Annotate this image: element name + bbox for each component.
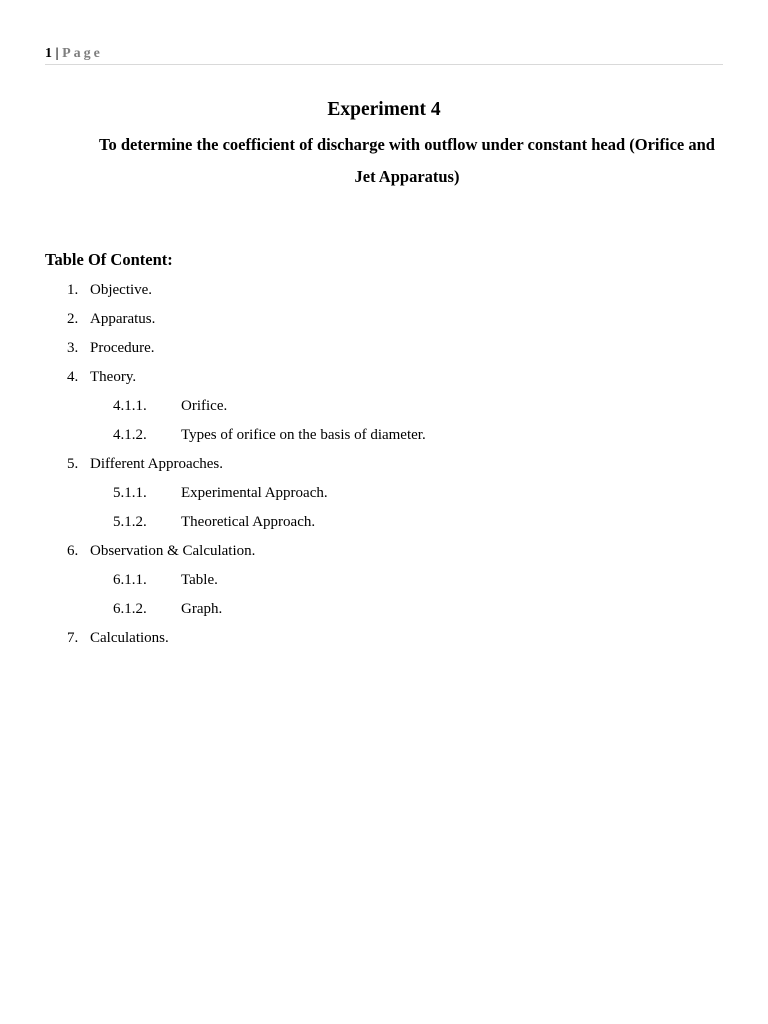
toc-subitem-number: 5.1.2. bbox=[113, 514, 147, 530]
toc-heading: Table Of Content: bbox=[45, 250, 173, 269]
document-title: Experiment 4 bbox=[327, 99, 441, 120]
toc-subitem bbox=[0, 392, 768, 421]
toc-list bbox=[0, 276, 768, 653]
toc-subitem bbox=[0, 508, 768, 537]
toc-item bbox=[0, 305, 768, 334]
toc-item-number: 3. bbox=[67, 340, 79, 356]
toc-item-number: 1. bbox=[67, 282, 79, 298]
toc-item-label: Calculations. bbox=[90, 630, 169, 646]
toc-item-number: 7. bbox=[67, 630, 79, 646]
toc-subitem-label: Theoretical Approach. bbox=[181, 514, 316, 530]
toc-subitem bbox=[0, 595, 768, 624]
toc-subitem-label: Types of orifice on the basis of diameter. bbox=[181, 427, 426, 443]
toc-subitem bbox=[0, 421, 768, 450]
toc-item-number: 2. bbox=[67, 311, 79, 327]
toc-subitem-label: Table. bbox=[181, 572, 218, 588]
toc-item bbox=[0, 537, 768, 566]
toc-item-number: 6. bbox=[67, 543, 79, 559]
toc-subitem-number: 4.1.1. bbox=[113, 398, 147, 414]
toc-item bbox=[0, 276, 768, 305]
page-number: 1 bbox=[45, 46, 52, 61]
toc-item-label: Different Approaches. bbox=[90, 456, 224, 472]
page-separator: | bbox=[55, 46, 59, 61]
toc-item bbox=[0, 334, 768, 363]
toc-item-label: Objective. bbox=[90, 282, 153, 298]
document-subtitle: To determine the coefficient of discharge with outflow under constant head (Orifice and Jet Apparatus) bbox=[99, 135, 715, 186]
toc-subitem-label: Graph. bbox=[181, 601, 223, 617]
toc-subitem-number: 6.1.2. bbox=[113, 601, 147, 617]
toc-item bbox=[0, 363, 768, 392]
toc-item bbox=[0, 624, 768, 653]
toc-item-label: Theory. bbox=[90, 369, 137, 385]
toc-subitem-number: 6.1.1. bbox=[113, 572, 147, 588]
toc-item-label: Apparatus. bbox=[90, 311, 156, 327]
page-header bbox=[45, 44, 723, 65]
toc-item-number: 5. bbox=[67, 456, 79, 472]
page-word: Page bbox=[62, 46, 103, 61]
toc-subitem bbox=[0, 479, 768, 508]
toc-subitem bbox=[0, 566, 768, 595]
toc-item-number: 4. bbox=[67, 369, 79, 385]
toc-item-label: Observation & Calculation. bbox=[90, 543, 256, 559]
toc-subitem-number: 5.1.1. bbox=[113, 485, 147, 501]
toc-item bbox=[0, 450, 768, 479]
toc-subitem-label: Orifice. bbox=[181, 398, 228, 414]
toc-item-label: Procedure. bbox=[90, 340, 155, 356]
toc-subitem-number: 4.1.2. bbox=[113, 427, 147, 443]
toc-subitem-label: Experimental Approach. bbox=[181, 485, 328, 501]
